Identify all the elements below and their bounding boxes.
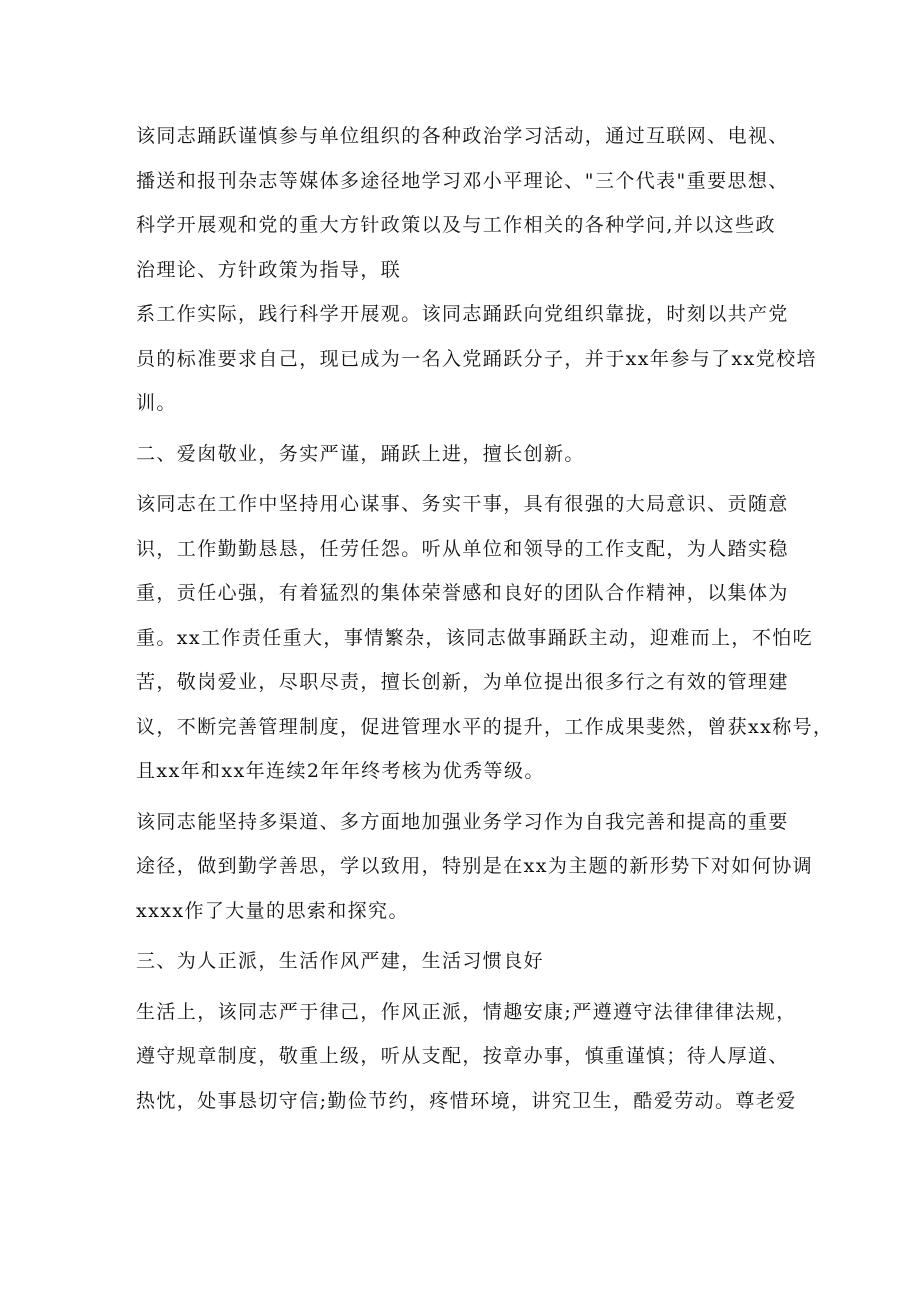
section-heading: 二、爱囱敬业，务实严谨，踊跃上进，擅长创新。 [136, 442, 585, 465]
text-line: 苦，敬岗爱业，尽职尽责，擅长创新，为单位提出很多行之有效的管理建 [136, 671, 789, 693]
paragraph-work-performance [136, 482, 834, 794]
text-line: xxxx作了大量的思索和探究。 [136, 899, 409, 922]
paragraph-personal-life [136, 990, 796, 1124]
text-line: 该同志能坚持多渠道、多方面地加强业务学习作为自我完善和提高的重要 [136, 810, 789, 833]
text-line: 员的标准要求自己，现已成为一名入党踊跃分子，并于xx年参与了xx党校培 [136, 347, 817, 370]
document-body [136, 114, 834, 1123]
section-heading-lifestyle [136, 939, 796, 984]
text-line: 热忱，处事恳切守信;勤俭节约，疼惜环境，讲究卫生，酷爱劳动。尊老爱 [136, 1089, 797, 1112]
text-line: 重。xx工作责任重大，事情繁杂，该同志做事踊跃主动，迎难而上，不怕吃 [136, 626, 814, 649]
section-heading: 三、为人正派，生活作风严建，生活习惯良好 [136, 950, 545, 972]
text-line: 系工作实际，践行科学开展观。该同志踊跃向党组织靠拢，时刻以共产党 [136, 303, 789, 325]
text-line: 识，工作勤勤恳恳，任劳任怨。听从单位和领导的工作支配，为人踏实稳 [136, 537, 789, 560]
paragraph-political-study [136, 114, 796, 292]
text-line: 重，贡任心强，有着猛烈的集体荣誉感和良好的团队合作精神，以集体为 [136, 582, 789, 604]
text-line: 途径，做到勤学善思，学以致用，特别是在xx为主题的新形势下对如何协调 [136, 855, 814, 877]
text-line: 训。 [136, 392, 177, 414]
text-line: 该同志踊跃谨慎参与单位组织的各种政治学习活动，通过互联网、电视、 [136, 125, 789, 147]
text-line: 生活上，该同志严于律己，作风正派，情趣安康;严遵遵守法律律律法规， [136, 1000, 797, 1023]
paragraph-business-study [136, 800, 814, 934]
text-line: 播送和报刊杂志等媒体多途径地学习邓小平理论、"三个代表"重要思想、 [136, 169, 789, 192]
section-heading-dedication [136, 432, 796, 477]
text-line: 议，不断完善管理制度，促进管理水平的提升，工作成果斐然，曾获xx称号， [136, 715, 834, 738]
text-line: 科学开展观和党的重大方针政策以及与工作相关的各种学问,并以这些政 [136, 214, 776, 236]
text-line: 该同志在工作中坚持用心谋事、务实干事，具有很强的大局意识、贡随意 [136, 493, 789, 515]
text-line: 且xx年和xx年连续2年年终考核为优秀等级。 [136, 760, 545, 782]
text-line: 遵守规章制度，敬重上级，听从支配，按章办事，慎重谨慎；待人厚道、 [136, 1045, 789, 1067]
paragraph-party-activity [136, 292, 817, 426]
text-line: 治理论、方针政策为指导，联 [136, 258, 402, 281]
